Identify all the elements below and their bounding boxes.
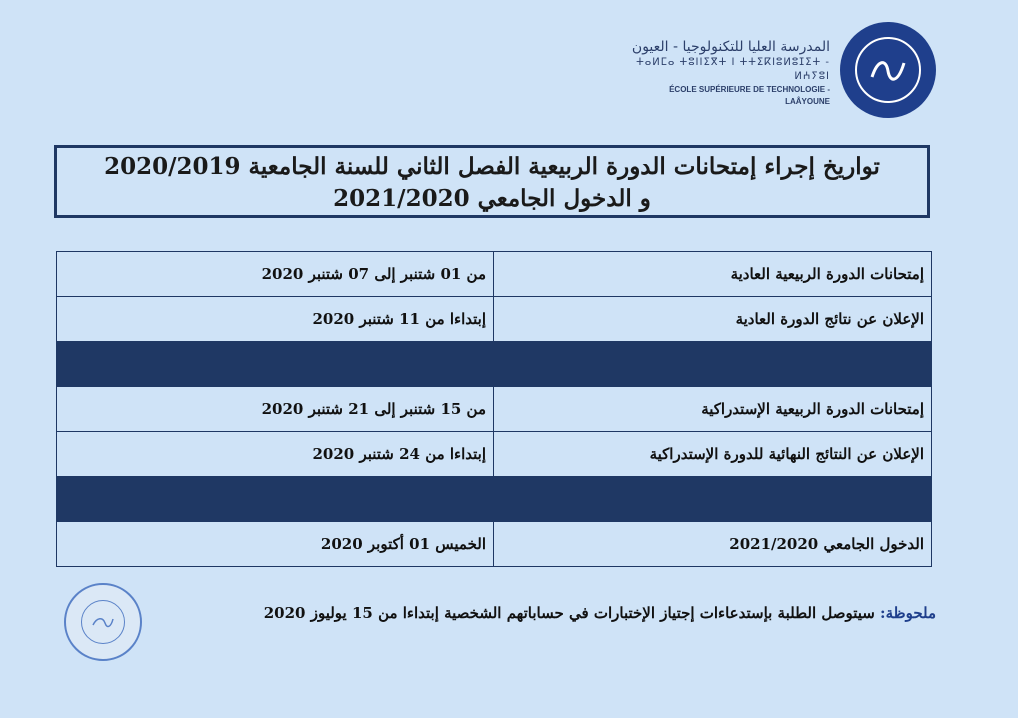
title-line-1: تواريخ إجراء إمتحانات الدورة الربيعية الفصل الثاني للسنة الجامعية 2020/2019 [104, 153, 880, 180]
school-name-arabic: المدرسة العليا للتكنولوجيا - العيون [631, 39, 830, 55]
table-row [57, 297, 932, 342]
table-row [57, 522, 932, 567]
note [264, 604, 936, 622]
separator-row [57, 477, 932, 522]
row-date: إبتداءا من 24 شتنبر 2020 [57, 432, 494, 477]
row-date: إبتداءا من 11 شتنبر 2020 [57, 297, 494, 342]
table-row [57, 252, 932, 297]
row-date: من 15 شتنبر إلى 21 شتنبر 2020 [57, 387, 494, 432]
table-row [57, 432, 932, 477]
row-label: إمتحانات الدورة الربيعية الإستدراكية [494, 387, 932, 432]
separator-cell [57, 342, 494, 387]
school-name-tifinagh: ⵜⴰⵍⵎⴰ ⵜⵓⵏⵏⵉⴳⵜ ⵏ ⵜⵜⵉⴽⵏⵓⵍⵓⵊⵉⵜ - ⵍⵄⵢⵓⵏ [636, 57, 830, 82]
school-name-french: ÉCOLE SUPÉRIEURE DE TECHNOLOGIE - LAÂYOUNE [669, 85, 830, 106]
separator-cell [57, 477, 494, 522]
title-line-2: و الدخول الجامعي 2021/2020 [333, 185, 651, 212]
logo-inner-emblem [855, 37, 921, 103]
school-header [630, 38, 830, 108]
table-row [57, 387, 932, 432]
logo-calligraphy-icon [868, 55, 908, 85]
separator-cell [494, 342, 932, 387]
university-logo-icon [840, 22, 936, 118]
note-label: ملحوظة: [880, 604, 936, 622]
row-label: الإعلان عن نتائج الدورة العادية [494, 297, 932, 342]
separator-row [57, 342, 932, 387]
page-title [54, 145, 930, 218]
exam-schedule-table [56, 251, 932, 567]
school-stamp-icon [64, 583, 142, 661]
row-label: الدخول الجامعي 2021/2020 [494, 522, 932, 567]
row-label: الإعلان عن النتائج النهائية للدورة الإستدراكية [494, 432, 932, 477]
row-date: من 01 شتنبر إلى 07 شتنبر 2020 [57, 252, 494, 297]
row-label: إمتحانات الدورة الربيعية العادية [494, 252, 932, 297]
note-text: سيتوصل الطلبة بإستدعاءات إجتياز الإختبارات في حساباتهم الشخصية إبتداءا من 15 يوليوز 2020 [263, 604, 881, 622]
stamp-mark-icon [91, 615, 115, 629]
row-date: الخميس 01 أكتوبر 2020 [57, 522, 494, 567]
separator-cell [494, 477, 932, 522]
stamp-inner-ring [81, 600, 125, 644]
